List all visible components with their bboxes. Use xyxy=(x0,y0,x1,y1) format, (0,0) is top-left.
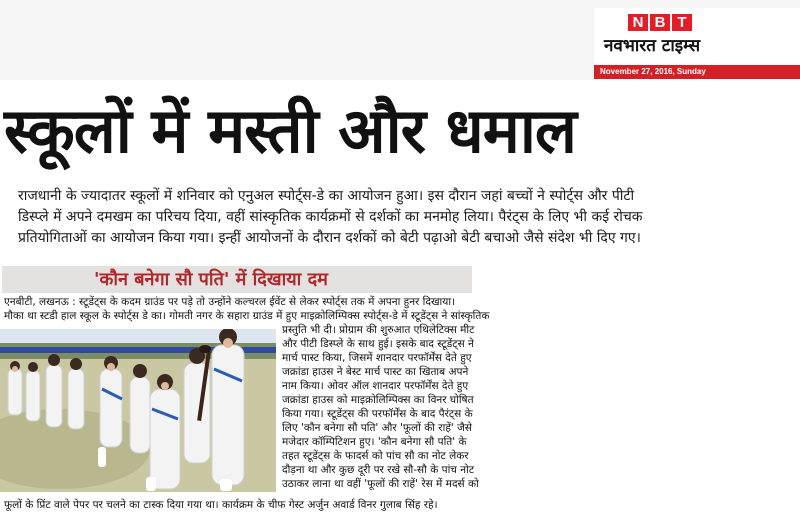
body-line: जक्रांडा हाउस ने बेस्ट मार्च पास्ट का खिताब अपने xyxy=(282,366,469,378)
body-line: प्रस्तुति भी दी। प्रोग्राम की शुरुआत एथिलेटिक्स मीट xyxy=(282,324,475,336)
logo-letter-b: B xyxy=(650,14,670,31)
body-line: तहत स्टूडेंट्स के फादर्स को पांच सौ का नोट लेकर xyxy=(282,450,469,462)
newspaper-name: नवभारत टाइम्स xyxy=(604,36,701,56)
body-line: मार्च पास्ट किया, जिसमें शानदार परफॉर्मेंस देते हुए xyxy=(282,352,472,364)
body-line: एनबीटी, लखनऊ : स्टूडेंट्स के कदम ग्राउंड पर पड़े तो उन्होंने कल्चरल ईवेंट से लेकर स्पोर्ट्स तक में अपना हुनर दिखाया। xyxy=(4,296,456,308)
subhead-box xyxy=(2,266,472,293)
logo-letter-n: N xyxy=(628,14,648,31)
edition-date: November 27, 2016, Sunday xyxy=(594,65,800,79)
body-line: फूलों के प्रिंट वाले पेपर पर चलने का टास्क दिया गया था। कार्यक्रम के चीफ गेस्ट अर्जुन अवार्ड विनर गुलाब सिंह रहे। xyxy=(4,499,438,511)
lede-paragraph xyxy=(18,186,790,249)
body-line: नाम किया। ओवर ऑल शानदार परफॉर्मेंस देते हुए xyxy=(282,380,469,392)
photo-illustration xyxy=(0,329,276,492)
body-line: जक्रांडा हाउस को माइक्रोलिम्पिक्स का विनर घोषित xyxy=(282,394,474,406)
body-line: मौका था स्टडी हाल स्कूल के स्पोर्ट्स डे का। गोमती नगर के सहारा ग्राउंड में हुए माइक्रोलिम्पिक्स स्पोर्ट्स-डे में स्टूडेंट्स ने सांस्कृतिक xyxy=(4,310,490,322)
body-line: मजेदार कॉम्पिटिशन हुए। 'कौन बनेगा सौ पति' के xyxy=(282,436,467,448)
body-line: दौड़ना था और कुछ दूरी पर रखे सौ-सौ के पांच नोट xyxy=(282,464,475,476)
lede-line: डिस्प्ले में अपने दमखम का परिचय दिया, वहीं सांस्कृतिक कार्यक्रमों से दर्शकों का मनमोह लिया। पैरंट्स के लिए भी कई रोचक xyxy=(18,209,643,225)
logo-letter-t: T xyxy=(672,14,692,31)
headline: स्कूलों में मस्ती और धमाल xyxy=(4,94,576,167)
sports-day-photo xyxy=(0,329,276,492)
masthead xyxy=(594,8,800,76)
lede-line: राजधानी के ज्यादातर स्कूलों में शनिवार को एनुअल स्पोर्ट्स-डे का आयोजन हुआ। इस दौरान जहां बच्चों ने स्पोर्ट्स और पीटी xyxy=(18,188,635,204)
subhead: 'कौन बनेगा सौ पति' में दिखाया दम xyxy=(94,269,328,290)
nbt-logo xyxy=(628,14,692,31)
body-line: और पीटी डिस्प्ले के साथ हुई। इसके बाद स्टूडेंट्स ने xyxy=(282,338,474,350)
body-line: किया गया। स्टूडेंट्स की परफॉर्मेंस के बाद पैरंट्स के xyxy=(282,408,473,420)
body-line: उठाकर लाना था वहीं 'फूलों की राहें' रेस में मदर्स को xyxy=(282,478,479,490)
body-line: लिए 'कौन बनेगा सौ पति' और 'फूलों की राहें' जैसे xyxy=(282,422,473,434)
lede-line: प्रतियोगिताओं का आयोजन किया गया। इन्हीं आयोजनों के दौरान दर्शकों को बेटी पढ़ाओ बेटी बचाओ जैसे संदेश भी दिए गए। xyxy=(18,230,641,246)
